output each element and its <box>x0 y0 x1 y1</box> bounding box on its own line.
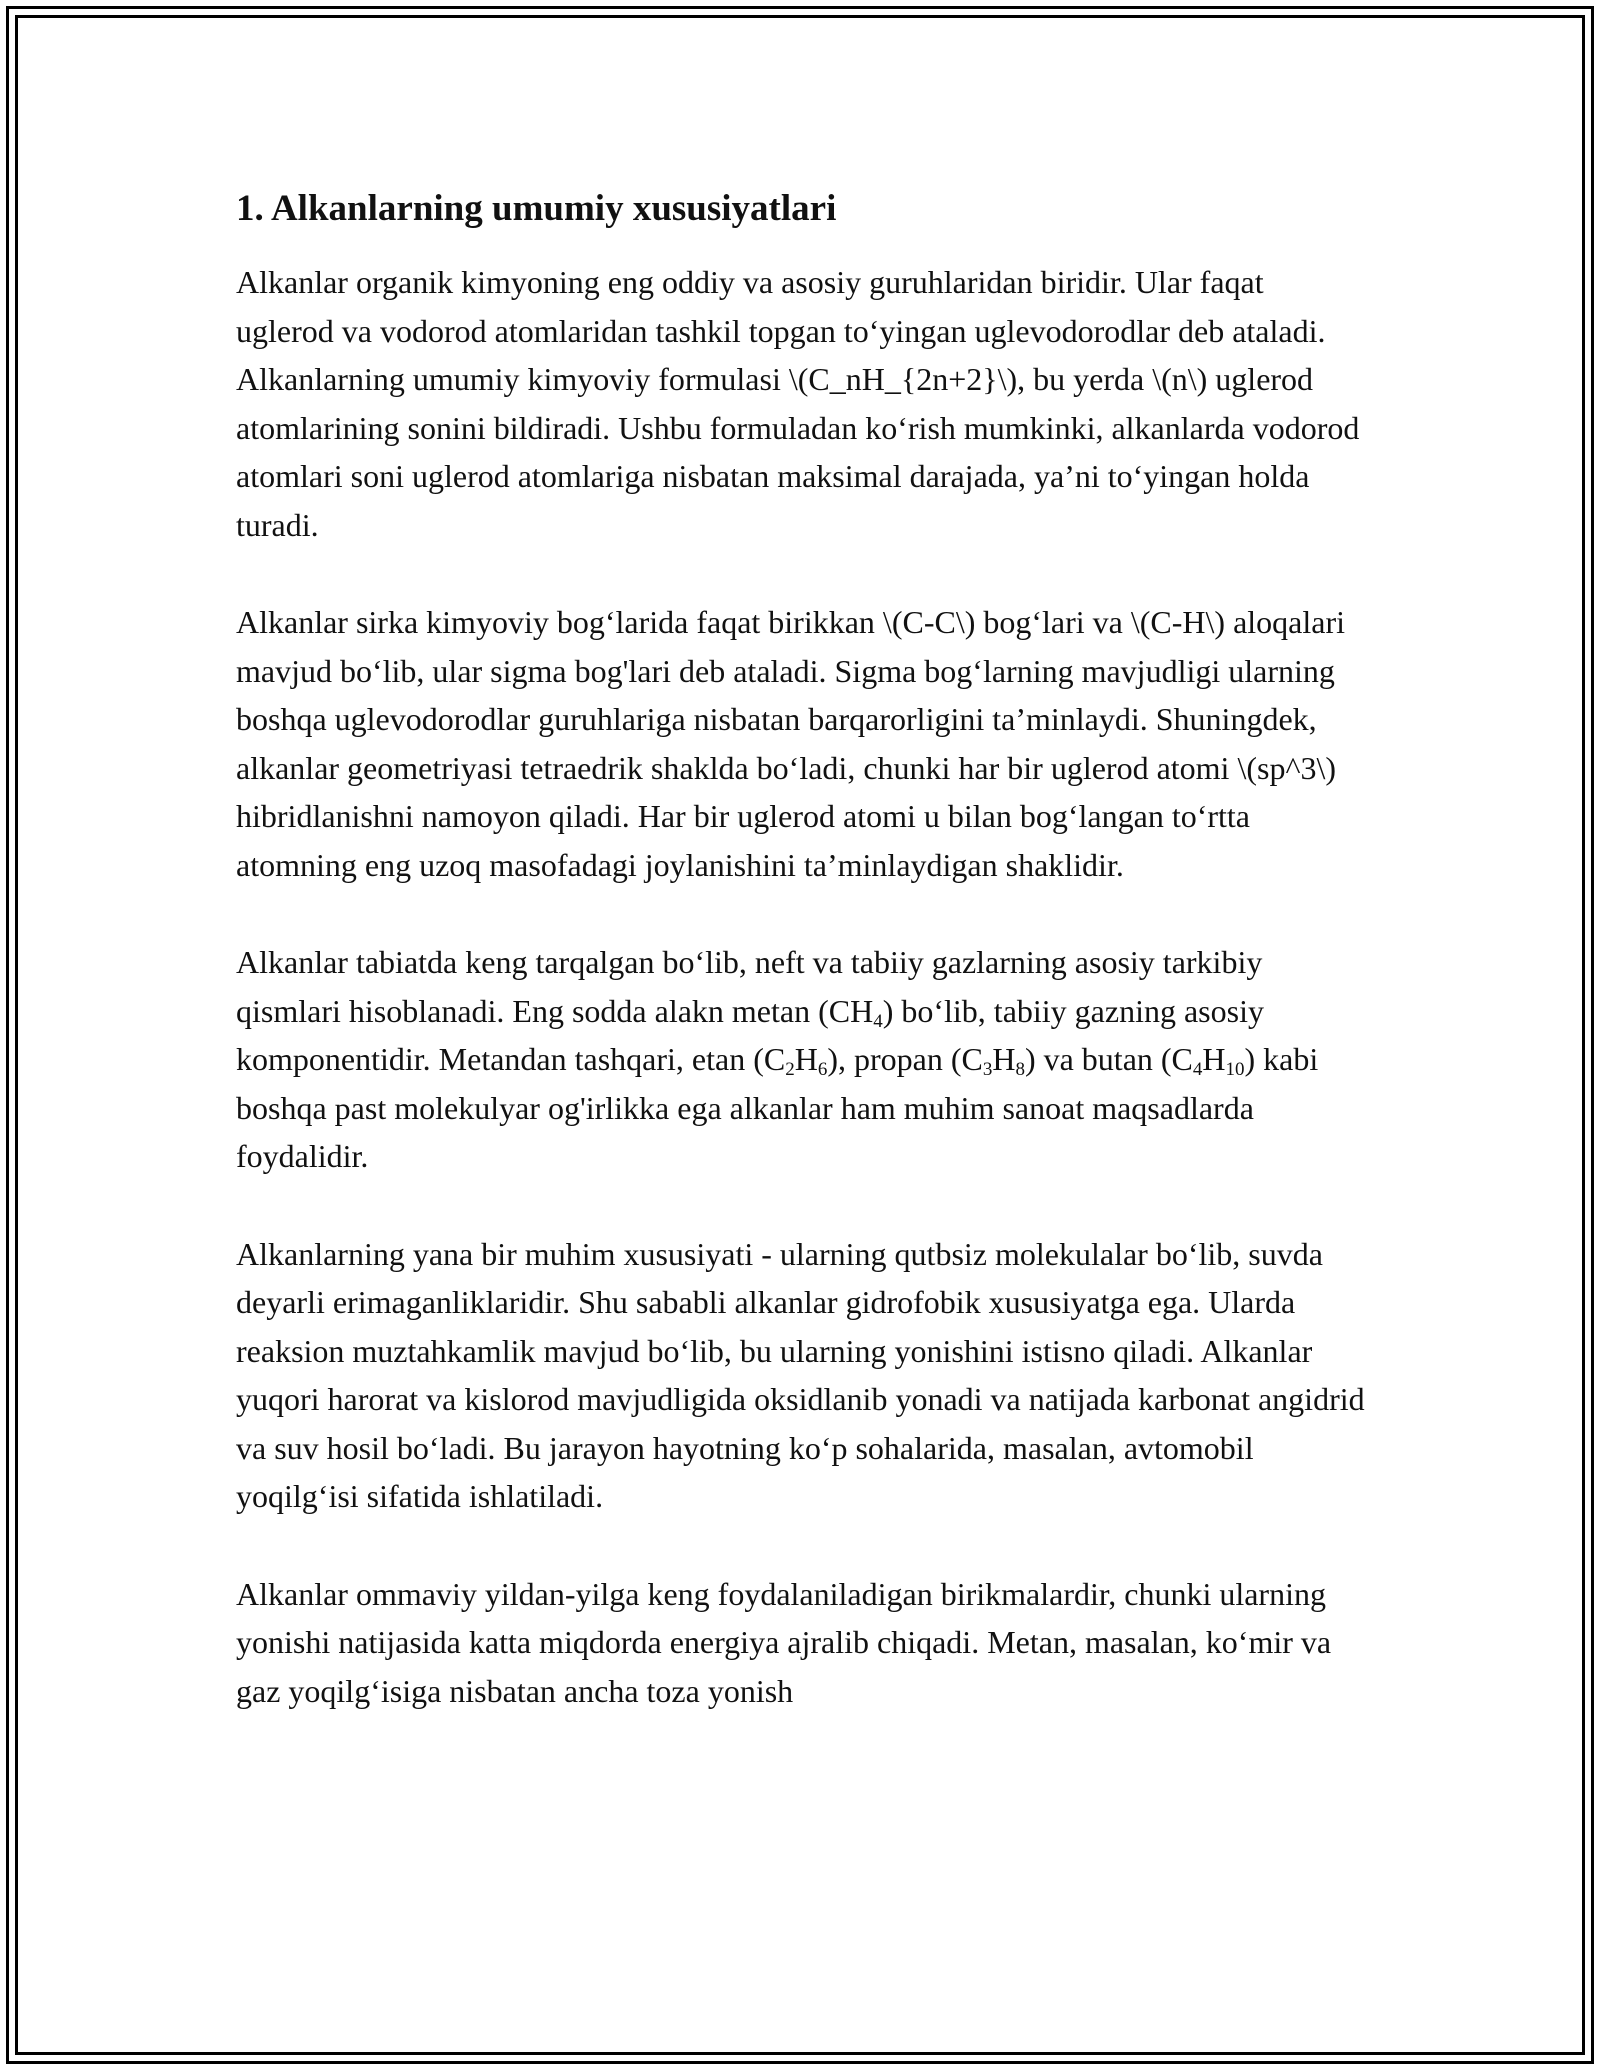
text-segment: ) va butan ( <box>1024 1041 1172 1077</box>
document-body <box>236 186 1366 1764</box>
paragraph-general-formula: Alkanlar organik kimyoning eng oddiy va asosiy guruhlaridan biridir. Ular faqat uglerod va vodorod atomlaridan tashkil topgan to‘yingan uglevodorodlar deb ataladi. Alkanlarning umumiy kimyoviy formulasi \(C_nH_{2n+2}\), bu yerda \(n\) uglerod atomlarining sonini bildiradi. Ushbu formuladan ko‘rish mumkinki, alkanlarda vodorod atomlari soni uglerod atomlariga nisbatan maksimal darajada, ya’ni to‘yingan holda turadi. <box>236 264 1360 543</box>
paragraph-hydrophobic-combustion: Alkanlarning yana bir muhim xususiyati - ularning qutbsiz molekulalar bo‘lib, suvda deyarli erimaganliklaridir. Shu sababli alkanlar gidrofobik xususiyatga ega. Ularda reaksion muztahkamlik mavjud bo‘lib, bu ularning yonishini istisno qiladi. Alkanlar yuqori harorat va kislorod mavjudligida oksidlanib yonadi va natijada karbonat angidrid va suv hosil bo‘ladi. Bu jarayon hayotning ko‘p sohalarida, masalan, avtomobil yoqilg‘isi sifatida ishlatiladi. <box>236 1235 1365 1514</box>
text-segment: ) kabi boshqa past molekulyar og'irlikka ega alkanlar ham muhim sanoat maqsadlarda foydalidir. <box>236 1041 1319 1174</box>
formula-ethane: $C_2H_6$ <box>763 1041 828 1080</box>
formula-propane: $C_3H_8$ <box>961 1041 1025 1080</box>
section-heading: 1. Alkanlarning umumiy xususiyatlari <box>236 188 837 229</box>
paragraph-sigma-bonds: Alkanlar sirka kimyoviy bog‘larida faqat birikkan \(C-C\) bog‘lari va \(C-H\) aloqalari mavjud bo‘lib, ular sigma bog'lari deb ataladi. Sigma bog‘larning mavjudligi ularning boshqa uglevodorodlar guruhlariga nisbatan barqarorligini ta’minlaydi. Shuningdek, alkanlar geometriyasi tetraedrik shaklda bo‘ladi, chunki har bir uglerod atomi \(sp^3\) hibridlanishni namoyon qiladi. Har bir uglerod atomi u bilan bog‘langan to‘rtta atomning eng uzoq masofadagi joylanishini ta’minlaydigan shaklidir. <box>236 604 1345 883</box>
text-segment: ) bo‘lib, tabiiy gazning asosiy komponentidir. Metandan tashqari, etan ( <box>236 992 1264 1077</box>
text-segment: ), propan ( <box>827 1041 962 1077</box>
formula-butane: $C_4H_{10}$ <box>1171 1041 1245 1080</box>
text-segment: Alkanlar tabiatda keng tarqalgan bo‘lib, neft va tabiiy gazlarning asosiy tarkibiy qismlari hisoblanadi. Eng sodda alakn metan ( <box>236 944 1263 1029</box>
paragraph-energy-use: Alkanlar ommaviy yildan-yilga keng foydalaniladigan birikmalardir, chunki ularning yonishi natijasida katta miqdorda energiya ajralib chiqadi. Metan, masalan, ko‘mir va gaz yoqilg‘isiga nisbatan ancha toza yonish <box>236 1575 1332 1709</box>
formula-methane: $CH_4$ <box>828 992 883 1032</box>
paragraph-natural-occurrence <box>236 938 1366 1181</box>
